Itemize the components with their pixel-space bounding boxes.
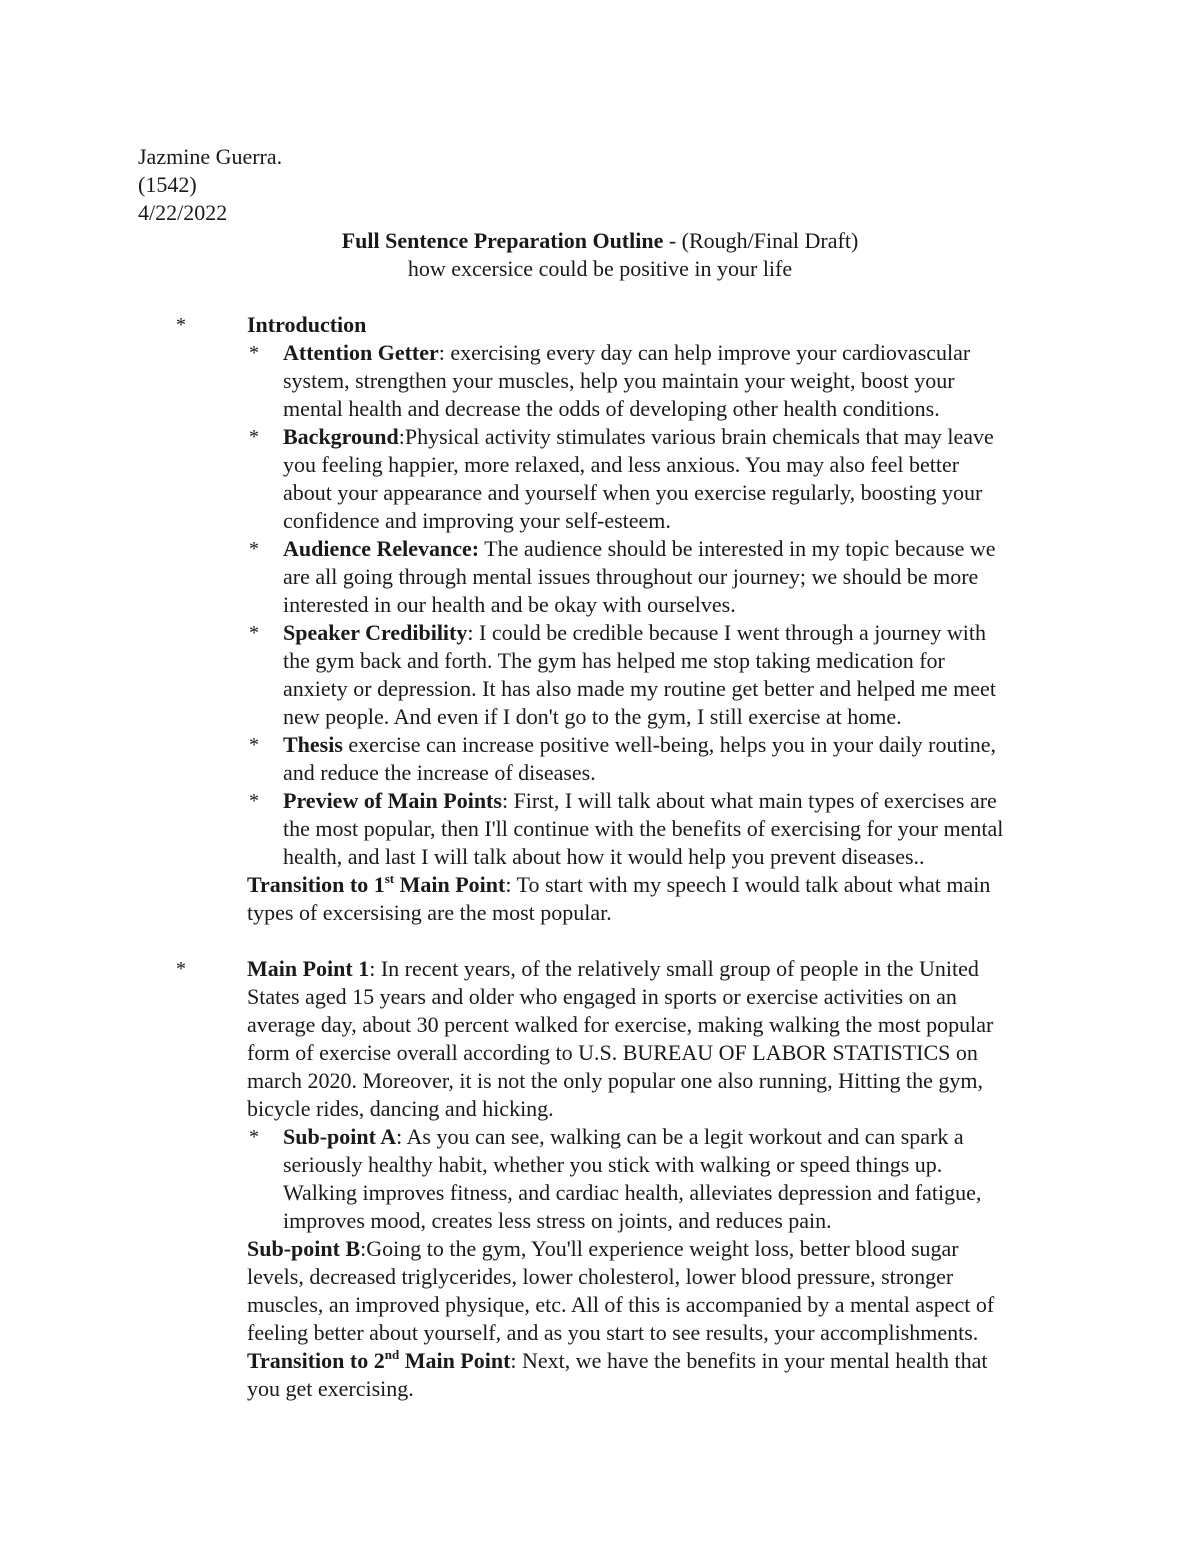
attention-getter: Attention Getter: exercising every day can help improve your cardiovascular bbox=[283, 340, 971, 365]
document-date: 4/22/2022 bbox=[138, 200, 228, 225]
main-point-1: Main Point 1: In recent years, of the relatively small group of people in the United bbox=[247, 956, 979, 981]
speaker-credibility-line: new people. And even if I don't go to the gym, I still exercise at home. bbox=[283, 704, 902, 729]
main-point-1-line: average day, about 30 percent walked for exercise, making walking the most popular bbox=[247, 1012, 994, 1037]
preview-main-points-line: health, and last I will talk about how it would help you prevent diseases.. bbox=[283, 844, 925, 869]
speaker-credibility-line: the gym back and forth. The gym has helped me stop taking medication for bbox=[283, 648, 945, 673]
main-point-1-line: States aged 15 years and older who engaged in sports or exercise activities on an bbox=[247, 984, 957, 1009]
title-bold: Full Sentence Preparation Outline bbox=[341, 228, 664, 253]
transition-1-line: types of excersising are the most popular. bbox=[247, 900, 612, 925]
preview-main-points-line: the most popular, then I'll continue with the benefits of exercising for your mental bbox=[283, 816, 1004, 841]
section-heading-introduction: Introduction bbox=[247, 312, 367, 337]
sub-point-a-line: Walking improves fitness, and cardiac health, alleviates depression and fatigue, bbox=[283, 1180, 982, 1205]
preview-main-points: Preview of Main Points: First, I will talk about what main types of exercises are bbox=[283, 788, 997, 813]
sub-point-b: Sub-point B:Going to the gym, You'll experience weight loss, better blood sugar bbox=[247, 1236, 959, 1261]
transition-2: Transition to 2nd Main Point: Next, we have the benefits in your mental health that bbox=[247, 1347, 988, 1373]
bullet-marker: * bbox=[249, 538, 259, 560]
attention-getter-line: system, strengthen your muscles, help you maintain your weight, boost your bbox=[283, 368, 955, 393]
speaker-credibility: Speaker Credibility: I could be credible because I went through a journey with bbox=[283, 620, 987, 645]
sub-point-b-line: feeling better about yourself, and as you start to see results, your accomplishments. bbox=[247, 1320, 979, 1345]
audience-relevance-line: interested in our health and be okay with ourselves. bbox=[283, 592, 736, 617]
bullet-marker: * bbox=[249, 734, 259, 756]
bullet-marker: * bbox=[176, 958, 186, 980]
background-line: about your appearance and yourself when you exercise regularly, boosting your bbox=[283, 480, 983, 505]
background-line: confidence and improving your self-esteem. bbox=[283, 508, 671, 533]
bullet-marker: * bbox=[249, 1126, 259, 1148]
audience-relevance: Audience Relevance: The audience should be interested in my topic because we bbox=[283, 536, 996, 561]
bullet-marker: * bbox=[249, 342, 259, 364]
background-line: you feeling happier, more relaxed, and less anxious. You may also feel better bbox=[283, 452, 960, 477]
sub-point-b-line: muscles, an improved physique, etc. All of this is accompanied by a mental aspect of bbox=[247, 1292, 995, 1317]
sub-point-a: Sub-point A: As you can see, walking can be a legit workout and can spark a bbox=[283, 1124, 964, 1149]
thesis-line: and reduce the increase of diseases. bbox=[283, 760, 596, 785]
transition-2-line: you get exercising. bbox=[247, 1376, 414, 1401]
thesis: Thesis exercise can increase positive well-being, helps you in your daily routine, bbox=[283, 732, 996, 757]
main-point-1-line: march 2020. Moreover, it is not the only popular one also running, Hitting the gym, bbox=[247, 1068, 984, 1093]
sub-point-b-line: levels, decreased triglycerides, lower cholesterol, lower blood pressure, stronger bbox=[247, 1264, 954, 1289]
sub-point-a-line: seriously healthy habit, whether you stick with walking or speed things up. bbox=[283, 1152, 943, 1177]
audience-relevance-line: are all going through mental issues throughout our journey; we should be more bbox=[283, 564, 979, 589]
speaker-credibility-line: anxiety or depression. It has also made my routine get better and helped me meet bbox=[283, 676, 996, 701]
bullet-marker: * bbox=[249, 426, 259, 448]
document-subtitle: how excersice could be positive in your life bbox=[407, 256, 793, 281]
bullet-marker: * bbox=[249, 790, 259, 812]
bullet-marker: * bbox=[249, 622, 259, 644]
title-rest: - (Rough/Final Draft) bbox=[663, 228, 859, 253]
sub-point-a-line: improves mood, creates less stress on joints, and reduces pain. bbox=[283, 1208, 832, 1233]
document-title bbox=[0, 227, 1200, 255]
main-point-1-line: form of exercise overall according to U.S. BUREAU OF LABOR STATISTICS on bbox=[247, 1040, 978, 1065]
class-code: (1542) bbox=[138, 172, 197, 197]
bullet-marker: * bbox=[176, 314, 186, 336]
main-point-1-line: bicycle rides, dancing and hicking. bbox=[247, 1096, 554, 1121]
transition-1: Transition to 1st Main Point: To start with my speech I would talk about what main bbox=[247, 871, 991, 897]
background: Background:Physical activity stimulates various brain chemicals that may leave bbox=[283, 424, 994, 449]
attention-getter-line: mental health and decrease the odds of developing other health conditions. bbox=[283, 396, 940, 421]
author-name: Jazmine Guerra. bbox=[138, 144, 283, 169]
